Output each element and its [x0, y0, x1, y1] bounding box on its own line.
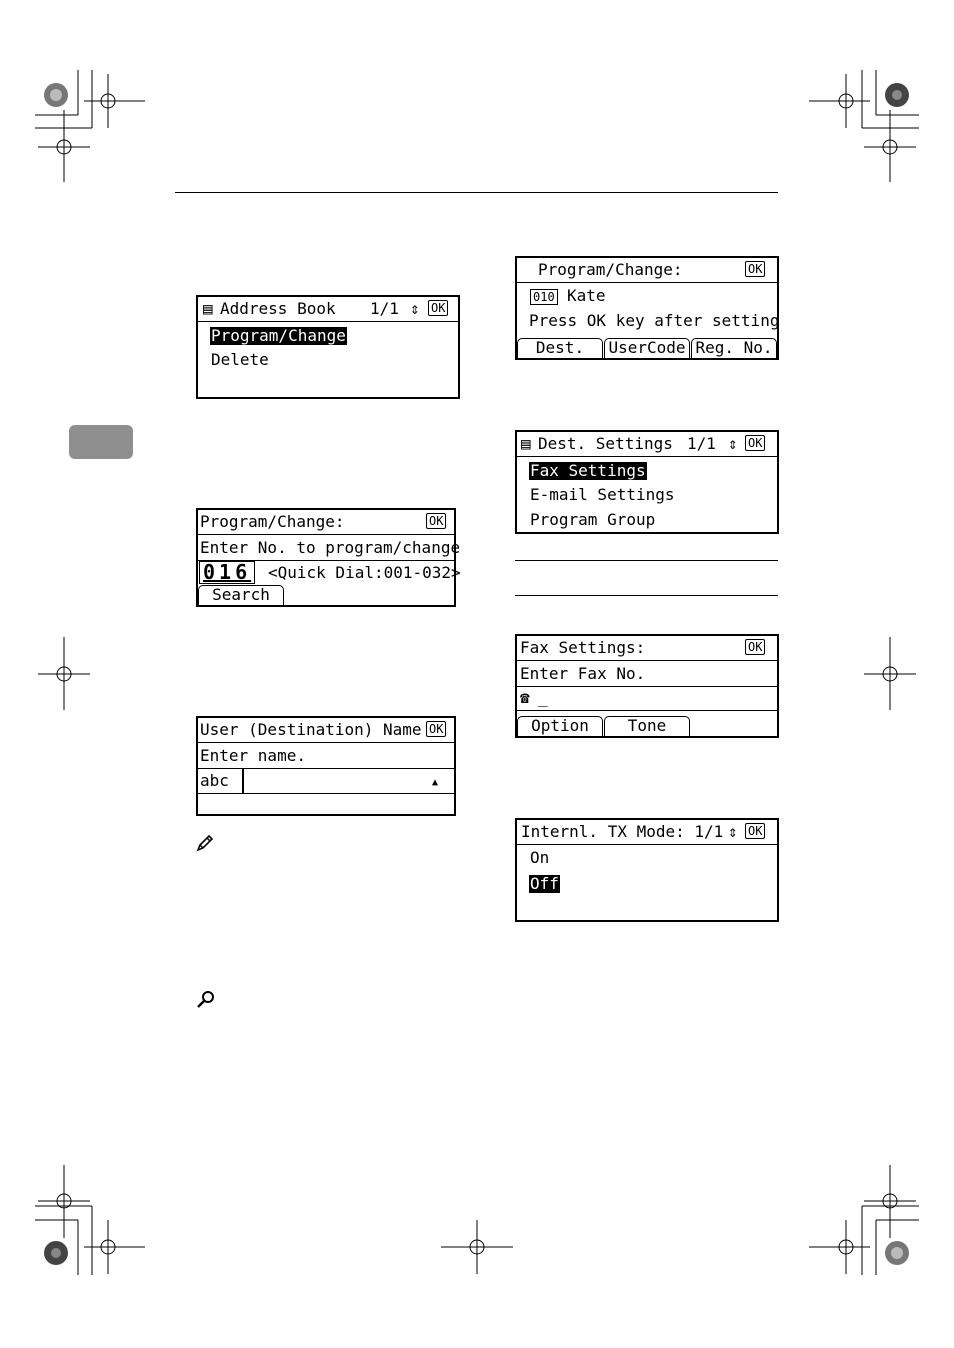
ok-key[interactable]: OK — [428, 300, 448, 316]
caret-up-icon: ▲ — [432, 777, 439, 788]
page-indicator: 1/1 — [687, 434, 716, 453]
menu-item-email-settings[interactable]: E-mail Settings — [530, 485, 675, 504]
instruction-text: Press OK key after setting — [529, 311, 780, 330]
section-rule-bottom — [515, 595, 778, 596]
note-pencil-icon — [196, 834, 214, 856]
screen-title: User (Destination) Name — [200, 720, 422, 739]
prompt-text: Enter Fax No. — [520, 664, 646, 683]
screen-title: Internl. TX Mode: 1/1 — [521, 822, 724, 841]
option-off[interactable]: Off — [530, 874, 559, 893]
ok-key[interactable]: OK — [745, 435, 765, 451]
mode-divider — [242, 769, 244, 793]
destination-name: Kate — [567, 286, 606, 305]
lcd-dest-settings — [515, 430, 779, 534]
number-input[interactable]: 016 — [199, 561, 255, 584]
menu-item-fax-settings[interactable]: Fax Settings — [530, 461, 646, 480]
prompt-text: Enter No. to program/change — [200, 538, 461, 557]
fax-number-input[interactable]: _ — [538, 688, 548, 707]
menu-item-delete[interactable]: Delete — [211, 350, 269, 369]
ok-key[interactable]: OK — [745, 823, 765, 839]
scroll-arrows-icon[interactable]: ⇕ — [728, 822, 738, 841]
screen-title: Dest. Settings — [538, 434, 673, 453]
reg-no-softkey[interactable]: Reg. No. — [691, 338, 777, 358]
screen-title: Program/Change: — [200, 512, 345, 531]
ok-key[interactable]: OK — [745, 261, 765, 277]
lcd-address-book — [196, 295, 460, 399]
registration-number-badge: 010 — [530, 289, 558, 305]
menu-item-program-group[interactable]: Program Group — [530, 510, 656, 529]
lcd-program-change-kate — [515, 256, 779, 360]
menu-item-program-change[interactable]: Program/Change — [211, 326, 346, 345]
prompt-text: Enter name. — [200, 746, 306, 765]
option-softkey[interactable]: Option — [517, 716, 603, 736]
phone-icon: ☎ — [520, 688, 530, 707]
screen-title: Address Book — [220, 299, 336, 318]
lcd-intl-tx-mode — [515, 818, 779, 922]
lcd-user-name — [196, 716, 456, 816]
screen-title: Fax Settings: — [520, 638, 646, 657]
section-rule-top — [515, 560, 778, 561]
scroll-arrows-icon[interactable]: ⇕ — [410, 299, 420, 318]
option-on[interactable]: On — [530, 848, 550, 867]
tone-softkey[interactable]: Tone — [604, 716, 690, 736]
ok-key[interactable]: OK — [745, 639, 765, 655]
scroll-arrows-icon[interactable]: ⇕ — [728, 434, 738, 453]
lcd-program-change-entry — [196, 508, 461, 607]
ok-key[interactable]: OK — [426, 513, 446, 529]
book-icon: ▤ — [521, 434, 531, 453]
lcd-fax-settings — [515, 634, 779, 738]
input-mode[interactable]: abc — [200, 771, 229, 790]
screen-title: Program/Change: — [538, 260, 683, 279]
usercode-softkey[interactable]: UserCode — [604, 338, 690, 358]
reference-magnifier-icon — [196, 990, 216, 1014]
ok-key[interactable]: OK — [426, 721, 446, 737]
quick-dial-range: <Quick Dial:001-032> — [268, 563, 461, 582]
page-indicator: 1/1 — [370, 299, 399, 318]
book-icon: ▤ — [203, 299, 213, 318]
search-softkey[interactable]: Search — [198, 585, 284, 605]
dest-softkey[interactable]: Dest. — [517, 338, 603, 358]
